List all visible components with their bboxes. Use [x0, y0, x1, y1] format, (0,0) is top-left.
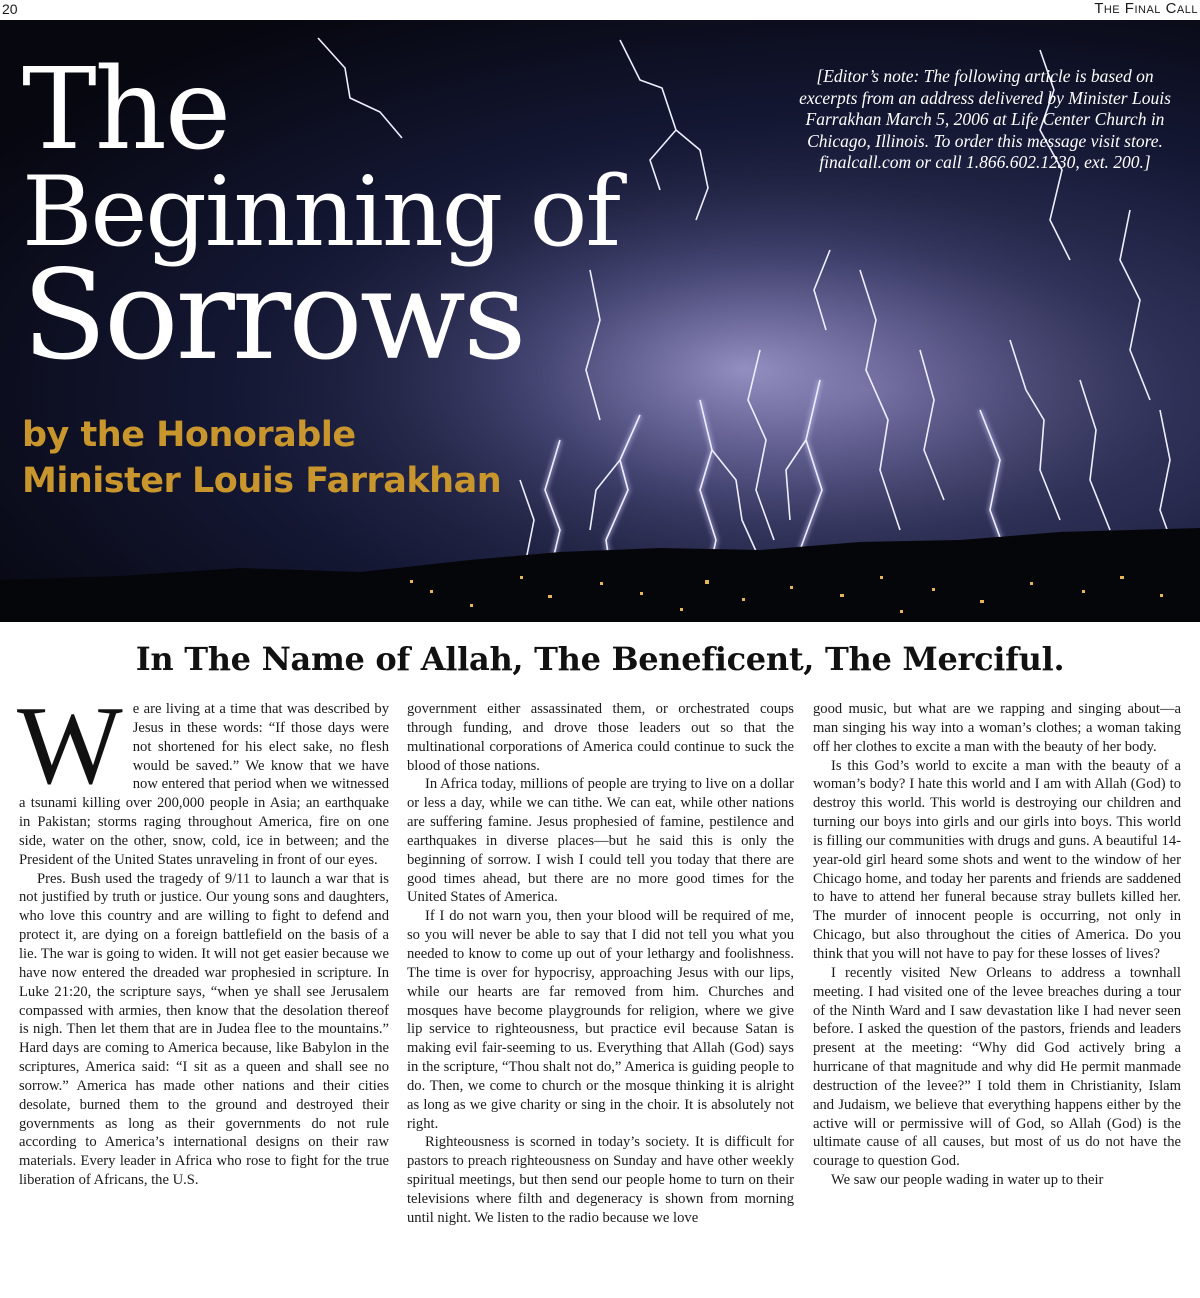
paragraph: If I do not warn you, then your blood will be required of me, so you will never be able to say that I did not tell you what you needed to know to come up out of your lethargy and foolishness. The time is over for hypocrisy, approaching Jesus with our lips, while our hearts are far removed from him. Churches and mosques have become playgrounds for religion, where we give lip service to righteousness, but practice evil because Satan is making evil fair-seeming to us. Everything that Allah (God) says in the scripture, “Thou shalt not do,” America is guiding people to do. Then, we come to church or the mosque thinking it is alright as long as we give charity or sing in the choir. It is absolutely not right.: [407, 908, 794, 1132]
drop-cap: W: [17, 684, 123, 808]
publication-name: The Final Call: [1094, 0, 1198, 17]
title-line-2: Beginning of: [22, 156, 619, 268]
page-number: 20: [2, 1, 18, 17]
author-byline: [22, 412, 501, 504]
bismillah-heading: In The Name of Allah, The Beneficent, The Merciful.: [135, 640, 1065, 678]
paragraph: [17, 684, 389, 870]
hero-banner: [0, 20, 1200, 622]
paragraph: Pres. Bush used the tragedy of 9/11 to launch a war that is not justified by truth or justice. Our young sons and daughters, who love this country and are willing to fight to defend and protect it, are dying on a foreign battlefield on the basis of a lie. The war is going to widen. It will not get easier because we have now entered the dreaded war prophesied in scripture. In Luke 21:20, the scripture says, “when ye shall see Jerusalem compassed with armies, then know that the desolation thereof is nigh. Then let them that are in Judea flee to the mountains.” Hard days are coming to America because, like Babylon in the scriptures, America said: “I sit as a queen and shall see no sorrow.” America has made other nations and their cities desolate, burned them to the ground and destroyed their governments as long as their governments do not rule according to America’s international designs on their raw materials. Every leader in Africa who rose to fight for the true liberation of Africans, the U.S.: [19, 870, 389, 1189]
editor-note: [Editor’s note: The following article is based on excerpts from an address delivered by Minister Louis Farrakhan March 5, 2006 at Life Center Church in Chicago, Illinois. To order this message visit store. finalcall.com or call 1.866.602.1230, ext. 200.]: [799, 66, 1171, 172]
paragraph-text: e are living at a time that was described by Jesus in these words: “If those days were not shortened for his elect sake, no flesh would be saved.” We know that we have now entered that period when we witnessed a tsunami killing over 200,000 people in Asia; an earthquake in Pakistan; storms raging throughout America, fire on one side, water on the other, snow, cold, ice in between; and the President of the United States unraveling in front of our eyes.: [19, 701, 389, 868]
paragraph: government either assassinated them, or orchestrated coups through funding, and drove those leaders out so that the multinational corporations of America could continue to suck the blood of those nations.: [407, 701, 794, 774]
article-column-3: [813, 700, 1181, 1190]
paragraph: We saw our people wading in water up to their: [831, 1172, 1104, 1189]
paragraph: good music, but what are we rapping and singing about—a man singing his way into a woman’s clothes; a woman taking off her clothes to excite a man with the beauty of her body.: [813, 701, 1181, 755]
title-line-3: Sorrows: [22, 244, 524, 388]
article-column-2: [407, 700, 794, 1228]
paragraph: I recently visited New Orleans to address a townhall meeting. I had visited one of the levee breaches during a tour of the Ninth Ward and I saw devastation like I had never seen before. I asked the question of the pastors, friends and leaders present at the meeting: “Why did God actively bring a hurricane of that magnitude and why did He permit manmade destruction of the levee?” I told them in Christianity, Islam and Judaism, we believe that everything happens either by the active will or permissive will of God, so Allah (God) is the ultimate cause of all causes, but most of us do not have the courage to question God.: [813, 964, 1181, 1170]
page-header: [0, 0, 1200, 21]
byline-line-2: Minister Louis Farrakhan: [22, 461, 502, 501]
title-line-1: The: [22, 45, 230, 175]
paragraph: Is this God’s world to excite a man with the beauty of a woman’s body? I hate this world and I am with Allah (God) to destroy this world. This world is destroying our children and turning our boys into girls and our girls into boys. This world is filling our communities with drugs and guns. A beautiful 14-year-old girl heard some shots and went to the window of her Chicago home, and today her parents and friends are saddened to have to attend her funeral because stray bullets killed her. The murder of innocent people is occurring, not only in Chicago, but also throughout the cities of America. Do you think that you will not have to pay for these losses of lives?: [813, 757, 1181, 962]
paragraph: Righteousness is scorned in today’s society. It is difficult for pastors to preach righteousness on Sunday and have other weekly spiritual meetings, but then send our people home to turn on their televisions where filth and degeneracy is shown from morning until night. We listen to the radio because we love: [407, 1134, 794, 1226]
article-column-1: [17, 684, 389, 1190]
paragraph: In Africa today, millions of people are trying to live on a dollar or less a day, while we can tithe. We can eat, while other nations are suffering famine. Jesus prophesied of famine, pestilence and earthquakes in diverse places—but he said this is only the beginning of sorrow. I wish I could tell you today that there are good times ahead, but there are no more good times for the United States of America.: [407, 776, 794, 906]
article-title: [22, 45, 619, 388]
byline-line-1: by the Honorable: [22, 415, 356, 455]
